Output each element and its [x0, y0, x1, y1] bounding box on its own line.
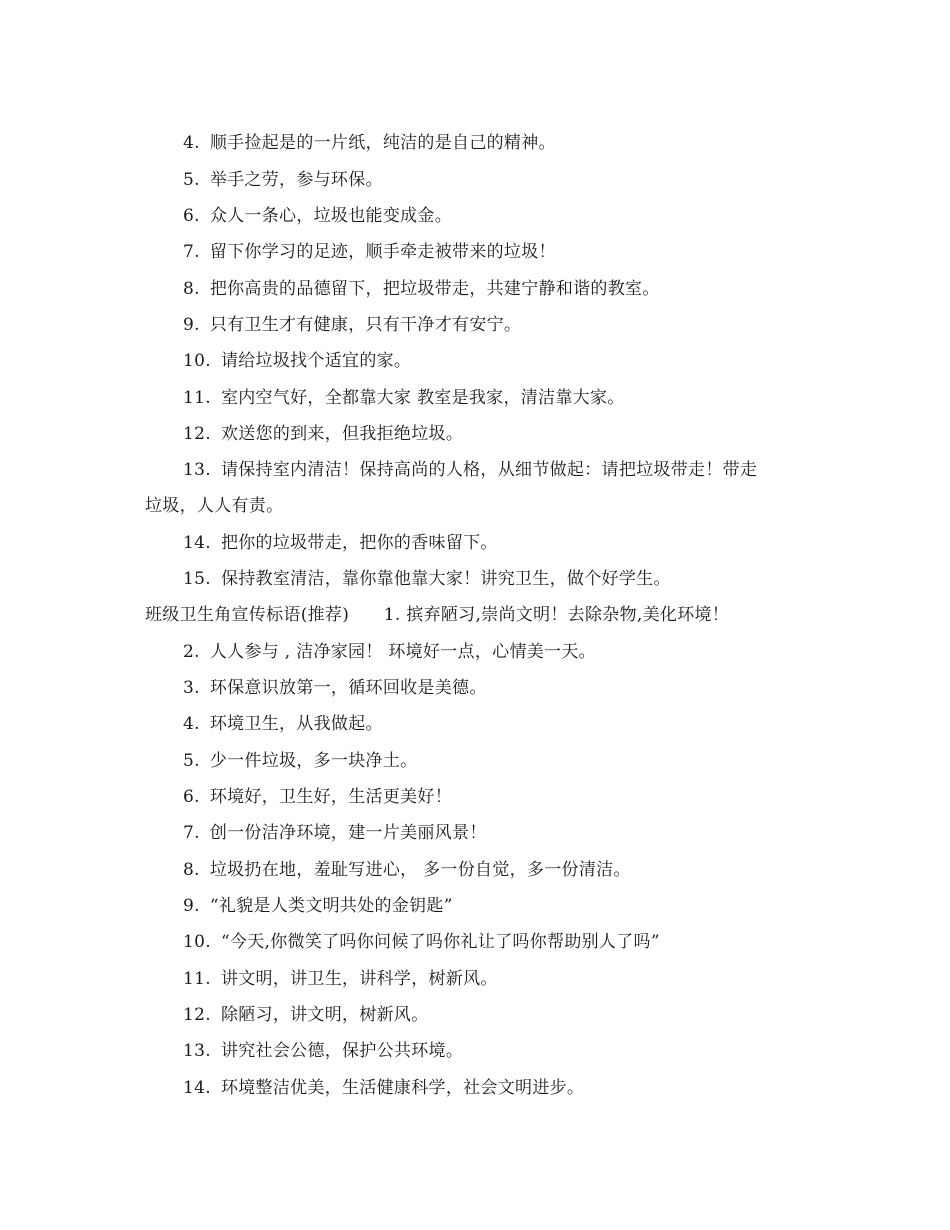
list-item: 5. 少一件垃圾，多一块净土。: [183, 751, 418, 771]
list-item-continuation: 垃圾，人人有责。: [145, 496, 284, 516]
list-item: 10. 请给垃圾找个适宜的家。: [183, 351, 412, 371]
list-item: 14. 环境整洁优美，生活健康科学，社会文明进步。: [183, 1078, 585, 1098]
list-item: 11. 室内空气好，全都靠大家 教室是我家，清洁靠大家。: [183, 388, 625, 408]
list-item: 12. 除陋习，讲文明，树新风。: [183, 1005, 429, 1025]
list-item: 7. 留下你学习的足迹，顺手牵走被带来的垃圾！: [183, 242, 556, 262]
list-item: 2. 人人参与 , 洁净家园！ 环境好一点，心情美一天。: [183, 642, 596, 662]
list-item: 10. “今天,你微笑了吗你问候了吗你礼让了吗你帮助别人了吗”: [183, 932, 660, 952]
section-heading-line: 班级卫生角宣传标语(推荐) 1. 摈弃陋习,崇尚文明！去除杂物,美化环境！: [145, 605, 730, 625]
list-item: 14. 把你的垃圾带走，把你的香味留下。: [183, 533, 498, 553]
list-item: 5. 举手之劳，参与环保。: [183, 170, 383, 190]
list-item: 12. 欢送您的到来，但我拒绝垃圾。: [183, 424, 464, 444]
list-item: 9. “礼貌是人类文明共处的金钥匙”: [183, 896, 453, 916]
list-item: 8. 垃圾扔在地，羞耻写进心， 多一份自觉，多一份清洁。: [183, 860, 631, 880]
list-item: 8. 把你高贵的品德留下，把垃圾带走，共建宁静和谐的教室。: [183, 279, 660, 299]
list-item: 13. 请保持室内清洁！保持高尚的人格，从细节做起：请把垃圾带走！带走: [183, 460, 758, 480]
list-item: 9. 只有卫生才有健康，只有干净才有安宁。: [183, 315, 522, 335]
list-item: 4. 环境卫生，从我做起。: [183, 714, 383, 734]
list-item: 11. 讲文明，讲卫生，讲科学，树新风。: [183, 969, 498, 989]
list-item: 7. 创一份洁净环境，建一片美丽风景！: [183, 823, 487, 843]
list-item: 15. 保持教室清洁，靠你靠他靠大家！讲究卫生，做个好学生。: [183, 569, 671, 589]
list-item: 4. 顺手捡起是的一片纸，纯洁的是自己的精神。: [183, 133, 556, 153]
list-item: 6. 众人一条心，垃圾也能变成金。: [183, 206, 453, 226]
list-item: 13. 讲究社会公德，保护公共环境。: [183, 1041, 464, 1061]
list-item: 6. 环境好，卫生好，生活更美好！: [183, 787, 453, 807]
list-item: 3. 环保意识放第一，循环回收是美德。: [183, 678, 487, 698]
